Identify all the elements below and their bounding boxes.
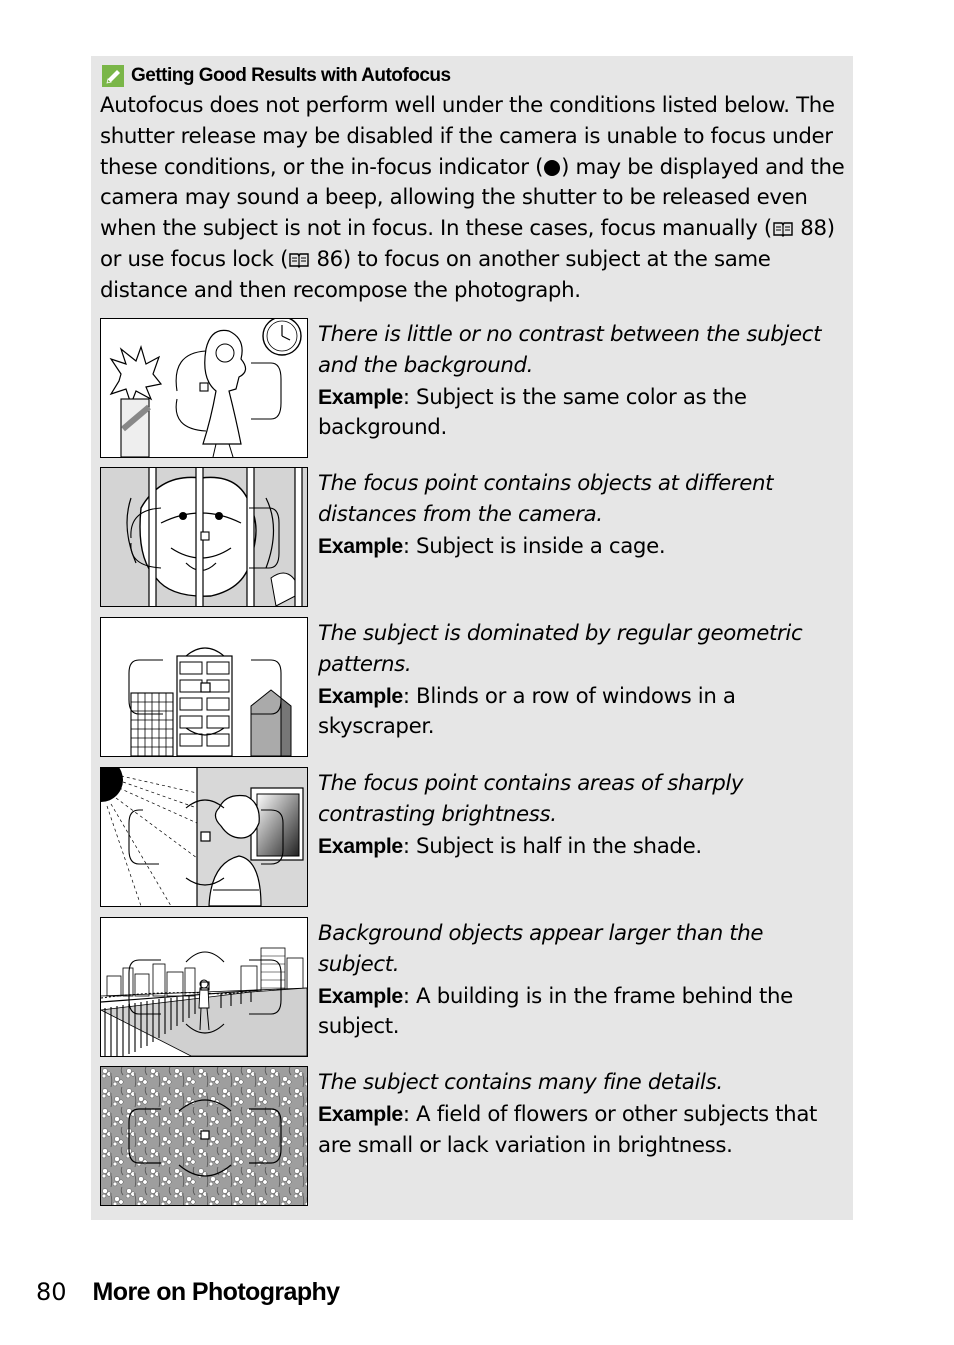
example-text: : Subject is half in the shade. <box>402 833 702 859</box>
note-title: Getting Good Results with Autofocus <box>131 65 451 86</box>
page-ref-focus-lock[interactable]: 86 <box>316 246 343 272</box>
example-label: Example <box>318 384 403 409</box>
example-label: Example <box>318 533 403 558</box>
example-text: : A building is in the frame behind the subject. <box>318 983 793 1040</box>
section-title: More on Photography <box>92 1278 340 1306</box>
condition-text: There is little or no contrast between the subject and the background. <box>318 322 822 378</box>
page-number: 80 <box>36 1278 67 1306</box>
condition-row-geometric-patterns <box>100 617 848 759</box>
example-text: : Subject is the same color as the background. <box>318 384 747 441</box>
note-box <box>91 56 853 1220</box>
condition-description <box>318 1068 848 1161</box>
condition-row-contrasting-brightness <box>100 767 848 909</box>
book-icon <box>288 247 310 263</box>
half-shade-illustration <box>100 767 308 907</box>
condition-text: The subject is dominated by regular geometric patterns. <box>318 621 803 677</box>
condition-description <box>318 619 848 743</box>
pencil-icon <box>101 64 125 88</box>
page-footer <box>36 1278 339 1307</box>
condition-description <box>318 769 848 862</box>
condition-row-cage <box>100 467 848 609</box>
condition-row-low-contrast <box>100 318 848 460</box>
flower-field-illustration <box>100 1066 308 1206</box>
condition-text: Background objects appear larger than the subject. <box>318 921 764 977</box>
building-background-illustration <box>100 917 308 1057</box>
condition-row-background-larger <box>100 917 848 1059</box>
condition-description <box>318 919 848 1043</box>
example-label: Example <box>318 983 403 1008</box>
page-ref-manual-focus[interactable]: 88 <box>800 216 827 242</box>
example-text: : Blinds or a row of windows in a skyscraper. <box>318 683 736 740</box>
low-contrast-illustration <box>100 318 308 458</box>
condition-text: The focus point contains objects at different distances from the camera. <box>318 471 774 527</box>
condition-text: The subject contains many fine details. <box>318 1070 723 1095</box>
note-intro: Autofocus does not perform well under the conditions listed below. The shutter release may be disabled if the camera is unable to focus under these conditions, or the in-focus indicator ( ) may be displayed and the camera may sound a beep, allowing the shutter to be released even when the subject is not in focus. In these cases, focus manually ( 88) or use focus lock ( 86) to focus on another subject at the same distance and then recompose the photograph. <box>100 93 845 303</box>
condition-description <box>318 320 848 444</box>
condition-text: The focus point contains areas of sharply contrasting brightness. <box>318 771 744 827</box>
cage-illustration <box>100 467 308 607</box>
example-text: : A field of flowers or other subjects that are small or lack variation in brightness. <box>318 1101 818 1158</box>
skyscraper-illustration <box>100 617 308 757</box>
note-heading <box>101 63 451 89</box>
book-icon <box>772 216 794 232</box>
in-focus-indicator-icon <box>544 160 560 176</box>
example-label: Example <box>318 683 403 708</box>
condition-row-fine-details <box>100 1066 848 1208</box>
example-label: Example <box>318 1101 403 1126</box>
condition-description <box>318 469 848 562</box>
example-text: : Subject is inside a cage. <box>402 533 666 559</box>
example-label: Example <box>318 833 403 858</box>
